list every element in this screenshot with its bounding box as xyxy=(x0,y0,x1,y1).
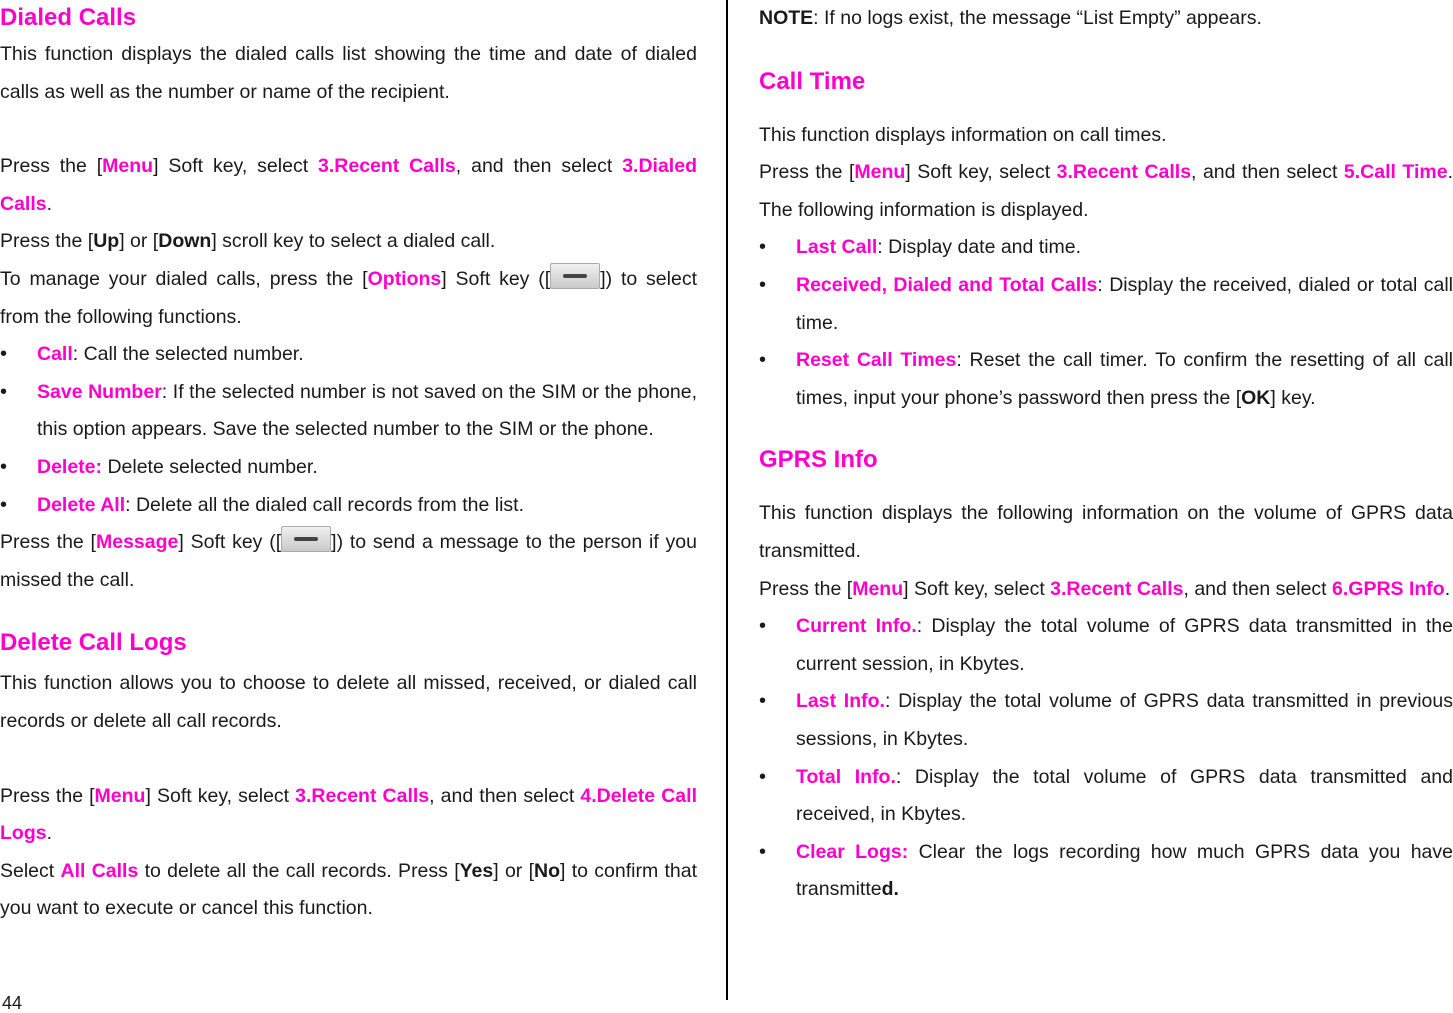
heading-delete-call-logs: Delete Call Logs xyxy=(0,629,187,657)
list-item: • Total Info.: Display the total volume of GPRS data transmitted and received, in Kbytes. xyxy=(759,759,1453,834)
soft-key-icon xyxy=(550,263,600,289)
dialed-calls-options-list xyxy=(0,336,697,524)
bullet-icon: • xyxy=(0,493,8,516)
call-time-list xyxy=(759,229,1453,417)
bullet-icon: • xyxy=(759,765,767,788)
bullet-icon: • xyxy=(759,236,767,259)
right-column xyxy=(759,0,1453,909)
bullet-icon: • xyxy=(0,380,8,403)
list-item: • Save Number: If the selected number is not saved on the SIM or the phone, this option appears. Save the selected number to the SIM or the phone. xyxy=(0,374,697,449)
call-time-menu-path: Press the [Menu] Soft key, select 3.Recent Calls, and then select 5.Call Time. The following information is displayed. xyxy=(759,161,1453,221)
heading-gprs-info: GPRS Info xyxy=(759,446,878,474)
list-item: • Call: Call the selected number. xyxy=(0,336,697,374)
dialed-calls-message: Press the [Message] Soft key ([ ]) to send a message to the person if you missed the call. xyxy=(0,524,697,599)
bullet-icon: • xyxy=(759,273,767,296)
column-divider xyxy=(726,0,728,1000)
dialed-calls-options: To manage your dialed calls, press the [Options] Soft key ([ ]) to select from the following functions. xyxy=(0,261,697,336)
list-item: • Clear Logs: Clear the logs recording how much GPRS data you have transmitted. xyxy=(759,834,1453,909)
list-item: • Delete: Delete selected number. xyxy=(0,449,697,487)
list-item: • Last Call: Display date and time. xyxy=(759,229,1453,267)
gprs-list xyxy=(759,608,1453,909)
left-column xyxy=(0,0,697,928)
soft-key-icon xyxy=(281,526,331,552)
note: NOTE: If no logs exist, the message “List Empty” appears. xyxy=(759,7,1262,29)
bullet-icon: • xyxy=(759,840,767,863)
list-item: • Reset Call Times: Reset the call timer. To confirm the resetting of all call times, input your phone’s password then press the [OK] key. xyxy=(759,342,1453,417)
heading-call-time: Call Time xyxy=(759,67,866,95)
bullet-icon: • xyxy=(759,690,767,713)
heading-dialed-calls: Dialed Calls xyxy=(0,4,137,31)
bullet-icon: • xyxy=(0,343,8,366)
bullet-icon: • xyxy=(0,455,8,478)
list-item: • Current Info.: Display the total volume of GPRS data transmitted in the current session, in Kbytes. xyxy=(759,608,1453,683)
list-item: • Delete All: Delete all the dialed call records from the list. xyxy=(0,487,697,525)
list-item: • Last Info.: Display the total volume of GPRS data transmitted in previous sessions, in Kbytes. xyxy=(759,683,1453,758)
delete-logs-menu-path: Press the [Menu] Soft key, select 3.Recent Calls, and then select 4.Delete Call Logs. xyxy=(0,784,697,845)
bullet-icon: • xyxy=(759,615,767,638)
dialed-calls-menu-path: Press the [Menu] Soft key, select 3.Recent Calls, and then select 3.Dialed Calls. xyxy=(0,155,697,215)
gprs-intro: This function displays the following information on the volume of GPRS data transmitted. xyxy=(759,502,1453,562)
list-item: • Received, Dialed and Total Calls: Display the received, dialed or total call time. xyxy=(759,267,1453,342)
delete-logs-intro: This function allows you to choose to delete all missed, received, or dialed call records or delete all call records. xyxy=(0,672,697,732)
bullet-icon: • xyxy=(759,349,767,372)
dialed-calls-scroll: Press the [Up] or [Down] scroll key to select a dialed call. xyxy=(0,230,496,253)
delete-logs-confirm: Select All Calls to delete all the call records. Press [Yes] or [No] to confirm that you want to execute or cancel this function. xyxy=(0,859,697,920)
dialed-calls-intro: This function displays the dialed calls list showing the time and date of dialed calls as well as the number or name of the recipient. xyxy=(0,43,697,103)
gprs-menu-path: Press the [Menu] Soft key, select 3.Recent Calls, and then select 6.GPRS Info. xyxy=(759,577,1451,600)
call-time-intro: This function displays information on call times. xyxy=(759,123,1167,146)
page-number: 44 xyxy=(2,993,23,1013)
